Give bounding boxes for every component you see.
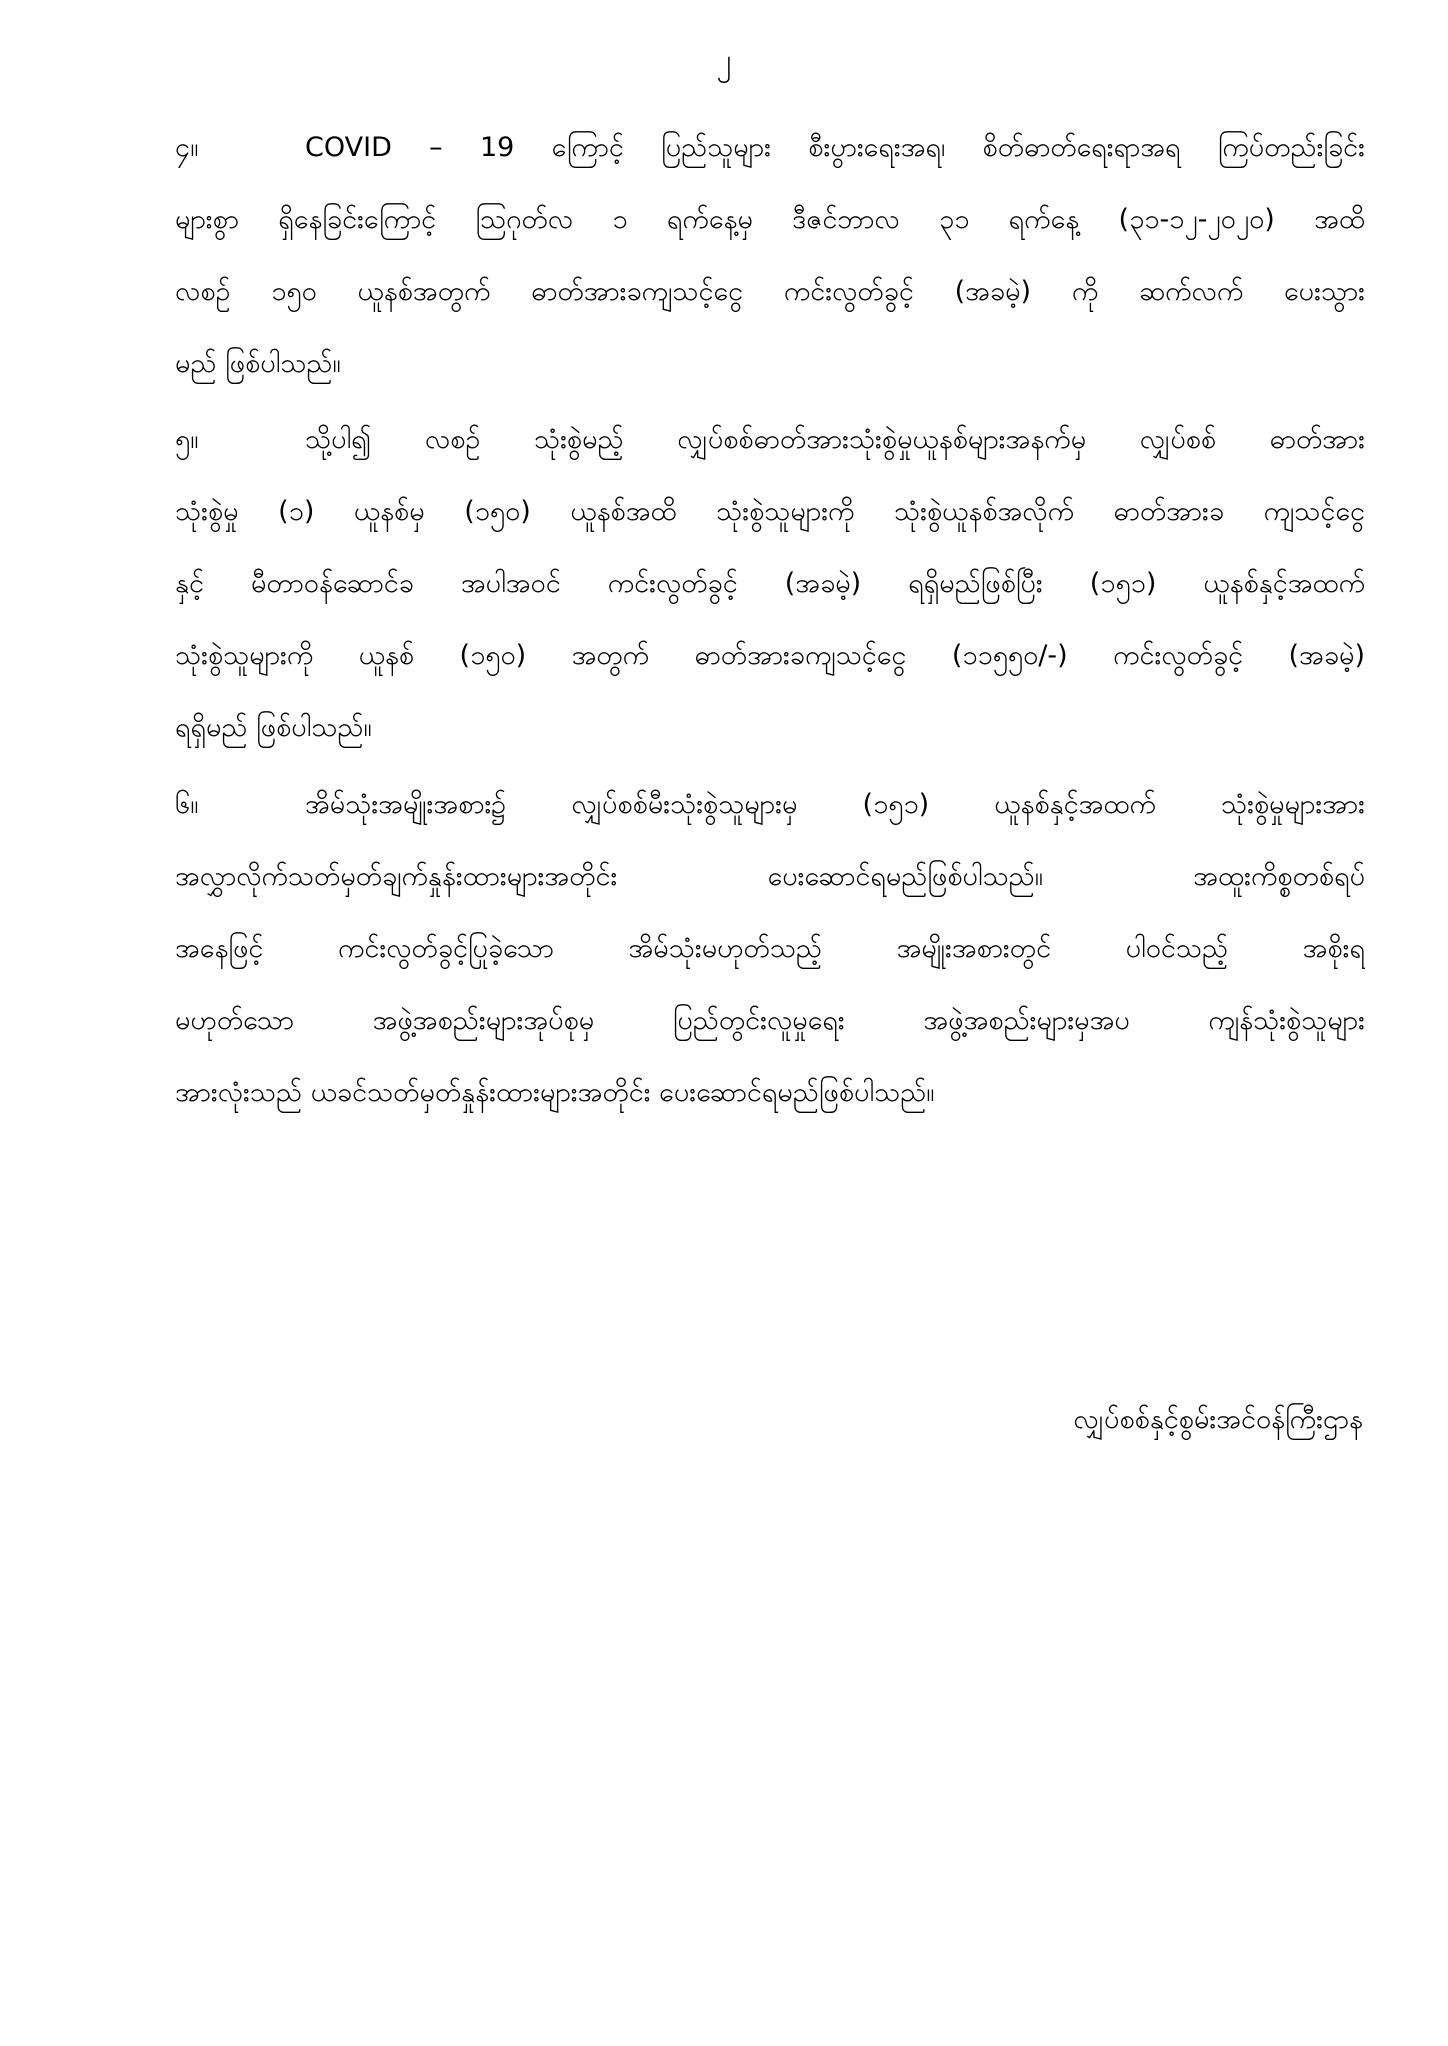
paragraph-line: မဟုတ်သော အဖွဲ့အစည်းများအုပ်စုမှ ပြည်တွင်းလူမှုရေး အဖွဲ့အစည်းများမှအပ ကျန်သုံးစွဲသူများ <box>175 1005 1365 1036</box>
paragraph-text: အိမ်သုံးအမျိုးအစား၌ လျှပ်စစ်မီးသုံးစွဲသူများမှ (၁၅၁) ယူနစ်နှင့်အထက် သုံးစွဲမှုများအား <box>305 789 1365 820</box>
paragraph-line <box>175 410 1365 482</box>
paragraph-4 <box>175 118 1365 406</box>
signature-ministry: လျှပ်စစ်နှင့်စွမ်းအင်ဝန်ကြီးဌာန <box>1073 1404 1363 1435</box>
paragraph-line <box>175 775 1365 847</box>
paragraph-line: လစဉ် ၁၅၀ ယူနစ်အတွက် ဓာတ်အားခကျသင့်ငွေ ကင်းလွတ်ခွင့် (အခမဲ့) ကို ဆက်လက် ပေးသွား <box>175 276 1365 307</box>
paragraph-line: မည် ဖြစ်ပါသည်။ <box>175 348 341 379</box>
paragraph-line <box>175 118 1365 190</box>
paragraph-line: နှင့် မီတာဝန်ဆောင်ခ အပါအဝင် ကင်းလွတ်ခွင့် (အခမဲ့) ရရှိမည်ဖြစ်ပြီး (၁၅၁) ယူနစ်နှင့်အထက် <box>175 568 1365 599</box>
paragraph-line: များစွာ ရှိနေခြင်းကြောင့် ဩဂုတ်လ ၁ ရက်နေ့မှ ဒီဇင်ဘာလ ၃၁ ရက်နေ့ (၃၁-၁၂-၂၀၂၀) အထိ <box>175 204 1365 235</box>
paragraph-line: သုံးစွဲမှု (၁) ယူနစ်မှ (၁၅၀) ယူနစ်အထိ သုံးစွဲသူများကို သုံးစွဲယူနစ်အလိုက် ဓာတ်အားခ ကျသင့်ငွေ <box>175 496 1365 527</box>
paragraph-line: အလွှာလိုက်သတ်မှတ်ချက်နှုန်းထားများအတိုင်း ပေးဆောင်ရမည်ဖြစ်ပါသည်။ အထူးကိစ္စတစ်ရပ် <box>175 861 1365 892</box>
paragraph-line: ရရှိမည် ဖြစ်ပါသည်။ <box>175 712 372 743</box>
paragraph-line: အားလုံးသည် ယခင်သတ်မှတ်နှုန်းထားများအတိုင်း ပေးဆောင်ရမည်ဖြစ်ပါသည်။ <box>175 1077 935 1108</box>
paragraph-text: သို့ပါ၍ လစဉ် သုံးစွဲမည့် လျှပ်စစ်ဓာတ်အားသုံးစွဲမှုယူနစ်များအနက်မှ လျှပ်စစ် ဓာတ်အား <box>305 424 1365 455</box>
page-number: ၂ <box>716 43 732 78</box>
paragraph-number: ၅။ <box>175 424 199 455</box>
paragraph-6 <box>175 775 1365 1135</box>
paragraph-number: ၆။ <box>175 789 199 820</box>
paragraph-line: သုံးစွဲသူများကို ယူနစ် (၁၅၀) အတွက် ဓာတ်အားခကျသင့်ငွေ (၁၁၅၅၀/-) ကင်းလွတ်ခွင့် (အခမဲ့) <box>175 640 1365 671</box>
paragraph-number: ၄။ <box>175 132 199 163</box>
paragraph-text: COVID – 19 ကြောင့် ပြည်သူများ စီးပွားရေးအရ၊ စိတ်ဓာတ်ရေးရာအရ ကြပ်တည်းခြင်း <box>305 132 1365 163</box>
paragraph-5 <box>175 410 1365 770</box>
paragraph-line: အနေဖြင့် ကင်းလွတ်ခွင့်ပြုခဲ့သော အိမ်သုံးမဟုတ်သည့် အမျိုးအစားတွင် ပါဝင်သည့် အစိုးရ <box>175 933 1365 964</box>
